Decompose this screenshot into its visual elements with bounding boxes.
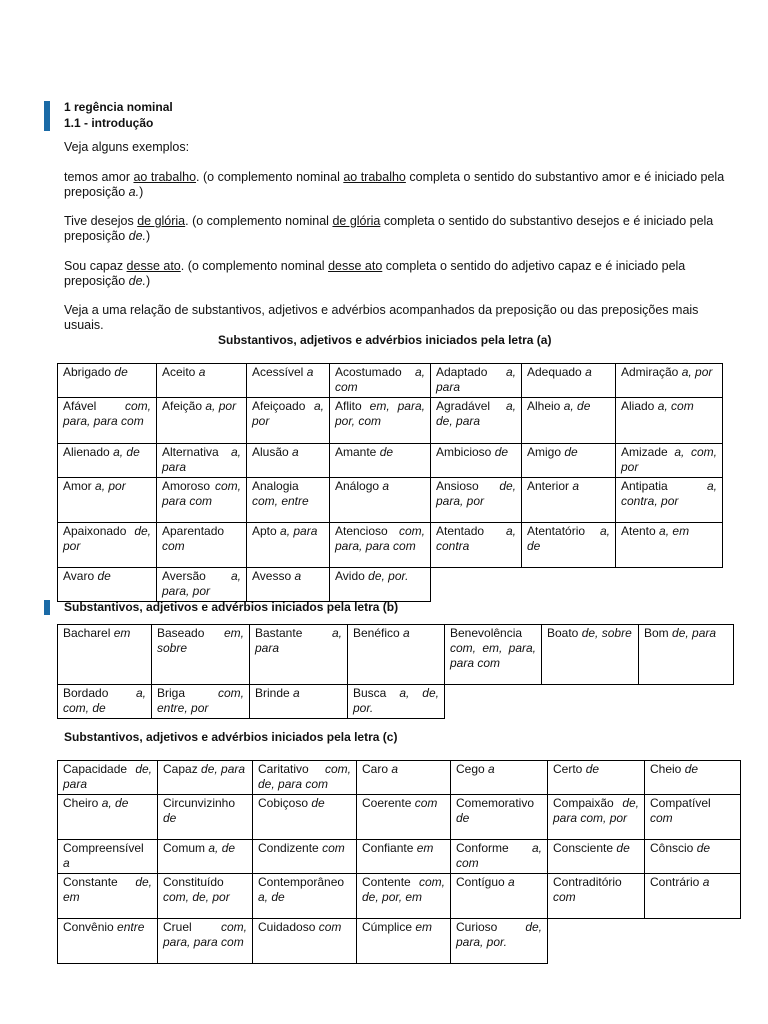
cell-prepositions: de, para, por. <box>456 920 542 949</box>
table-cell <box>58 795 158 840</box>
table-row <box>58 840 741 874</box>
table-cell <box>157 398 247 444</box>
cell-word: Contraditório <box>553 875 622 889</box>
cell-prepositions: em, para, por, com <box>335 399 425 428</box>
cell-prepositions: de <box>97 569 111 583</box>
cell-prepositions: a, contra, por <box>621 479 717 508</box>
cell-prepositions: de <box>564 445 578 459</box>
empty-cell <box>616 568 723 602</box>
intro-paragraph: Veja alguns exemplos: <box>64 140 190 154</box>
table-cell <box>247 523 330 568</box>
cell-prepositions: a, de <box>563 399 591 413</box>
table-cell <box>250 685 348 719</box>
table-cell <box>58 523 157 568</box>
table-cell <box>431 444 522 478</box>
cell-prepositions: a, de <box>101 796 129 810</box>
table-cell <box>357 761 451 795</box>
table-cell <box>58 625 152 685</box>
cell-prepositions: a, para <box>280 524 318 538</box>
cell-word: Compreensível <box>63 841 144 855</box>
table-cell <box>253 840 357 874</box>
cell-prepositions: a <box>488 762 495 776</box>
table-cell <box>431 398 522 444</box>
cell-prepositions: a, contra <box>436 524 516 553</box>
empty-cell <box>445 685 542 719</box>
cell-prepositions: a, de, por. <box>353 686 439 715</box>
table-cell <box>247 364 330 398</box>
cell-word: Contente <box>362 875 411 889</box>
section-marker <box>44 101 50 131</box>
table-cell <box>616 478 723 523</box>
cell-prepositions: a, de, para <box>436 399 516 428</box>
cell-word: Acostumado <box>335 365 402 379</box>
cell-word: Confiante <box>362 841 414 855</box>
table-cell <box>522 444 616 478</box>
table-cell <box>451 840 548 874</box>
table-letter-c <box>57 760 741 964</box>
table-cell <box>645 795 741 840</box>
cell-word: Conforme <box>456 841 509 855</box>
cell-word: Atento <box>621 524 656 538</box>
cell-word: Bacharel <box>63 626 111 640</box>
table-cell <box>247 444 330 478</box>
cell-word: Brinde <box>255 686 290 700</box>
table-cell <box>158 761 253 795</box>
cell-prepositions: de <box>456 811 470 825</box>
empty-cell <box>431 568 522 602</box>
cell-word: Cuidadoso <box>258 920 316 934</box>
cell-word: Cheio <box>650 762 682 776</box>
cell-word: Contemporâneo <box>258 875 345 889</box>
cell-prepositions: a <box>294 569 302 583</box>
cell-word: Ansioso <box>436 479 479 493</box>
cell-word: Contíguo <box>456 875 505 889</box>
table-cell <box>431 478 522 523</box>
cell-prepositions: com, entre <box>252 494 309 508</box>
cell-word: Alusão <box>252 445 289 459</box>
table-letter-a <box>57 363 723 602</box>
cell-word: Caro <box>362 762 389 776</box>
cell-prepositions: a <box>508 875 515 889</box>
cell-prepositions: a <box>702 875 710 889</box>
cell-prepositions: de <box>311 796 325 810</box>
cell-prepositions: a, com, de <box>63 686 146 715</box>
cell-word: Cônscio <box>650 841 694 855</box>
cell-word: Abrigado <box>63 365 112 379</box>
table-cell <box>247 568 330 602</box>
cell-prepositions: a, para <box>162 445 241 474</box>
cell-word: Capacidade <box>63 762 128 776</box>
cell-prepositions: com <box>414 796 438 810</box>
cell-prepositions: a, para <box>436 365 516 394</box>
cell-word: Benevolência <box>450 626 523 640</box>
cell-word: Coerente <box>362 796 412 810</box>
table-cell <box>348 685 445 719</box>
cell-prepositions: de, sobre <box>581 626 632 640</box>
cell-word: Compatível <box>650 796 711 810</box>
table-row <box>58 398 723 444</box>
cell-prepositions: com, de, por, em <box>362 875 445 904</box>
cell-word: Cego <box>456 762 485 776</box>
cell-word: Alheio <box>527 399 561 413</box>
table-letter-b <box>57 624 734 719</box>
table-cell <box>645 761 741 795</box>
table-cell <box>357 874 451 919</box>
cell-word: Apaixonado <box>63 524 127 538</box>
cell-word: Cúmplice <box>362 920 413 934</box>
cell-prepositions: a, de <box>208 841 236 855</box>
table-row <box>58 364 723 398</box>
table-cell <box>616 398 723 444</box>
cell-word: Alternativa <box>162 445 219 459</box>
cell-prepositions: de, para, por <box>436 479 516 508</box>
section-title: 1 regência nominal <box>64 100 173 114</box>
cell-prepositions: a, em <box>659 524 690 538</box>
cell-word: Contrário <box>650 875 700 889</box>
cell-word: Boato <box>547 626 579 640</box>
table-cell <box>431 523 522 568</box>
relation-paragraph: Veja a uma relação de substantivos, adjetivos e advérbios acompanhados da preposição ou das preposições mais usuais. <box>64 303 699 332</box>
cell-prepositions: com, entre, por <box>157 686 244 715</box>
cell-prepositions: a, com <box>456 841 542 870</box>
table-cell <box>616 364 723 398</box>
cell-word: Briga <box>157 686 186 700</box>
table-cell <box>451 761 548 795</box>
cell-word: Atencioso <box>335 524 388 538</box>
table-cell <box>58 568 157 602</box>
cell-word: Aversão <box>162 569 206 583</box>
empty-cell <box>522 568 616 602</box>
example-paragraph-3: Sou capaz desse ato. (o complemento nominal desse ato completa o sentido do adjetivo capaz e é iniciado pela preposição de.) <box>64 259 686 288</box>
table-cell <box>330 398 431 444</box>
cell-word: Circunvizinho <box>163 796 236 810</box>
cell-prepositions: a, de <box>527 524 610 553</box>
table-cell <box>330 478 431 523</box>
table-cell <box>522 478 616 523</box>
table-cell <box>330 364 431 398</box>
table-cell <box>157 478 247 523</box>
cell-prepositions: a, com <box>657 399 694 413</box>
table-cell <box>253 795 357 840</box>
cell-word: Aflito <box>335 399 362 413</box>
cell-word: Busca <box>353 686 387 700</box>
table-cell <box>253 919 357 964</box>
table-cell <box>357 840 451 874</box>
cell-prepositions: com <box>162 539 185 553</box>
cell-prepositions: com <box>650 811 673 825</box>
table-cell <box>58 840 158 874</box>
cell-word: Atentatório <box>527 524 586 538</box>
table-cell <box>616 523 723 568</box>
table-cell <box>157 568 247 602</box>
table-cell <box>157 364 247 398</box>
table-cell <box>157 444 247 478</box>
cell-word: Avido <box>335 569 365 583</box>
cell-prepositions: de, para <box>201 762 246 776</box>
cell-word: Aceito <box>162 365 196 379</box>
cell-word: Afeiçoado <box>252 399 306 413</box>
cell-prepositions: a <box>391 762 399 776</box>
subsection-title: 1.1 - introdução <box>64 116 154 130</box>
cell-prepositions: com <box>322 841 345 855</box>
cell-word: Análogo <box>335 479 380 493</box>
cell-word: Aparentado <box>162 524 225 538</box>
cell-word: Amante <box>335 445 377 459</box>
cell-prepositions: de <box>114 365 128 379</box>
table-cell <box>548 874 645 919</box>
cell-prepositions: com <box>318 920 342 934</box>
cell-word: Condizente <box>258 841 319 855</box>
table-cell <box>431 364 522 398</box>
cell-word: Bom <box>644 626 669 640</box>
table-cell <box>58 478 157 523</box>
table-cell <box>58 398 157 444</box>
table-cell <box>253 761 357 795</box>
table-cell <box>247 478 330 523</box>
table-cell <box>548 840 645 874</box>
cell-prepositions: a, por <box>681 365 713 379</box>
table-a-heading: Substantivos, adjetivos e advérbios iniciados pela letra (a) <box>218 333 552 347</box>
cell-prepositions: a, por <box>252 399 324 428</box>
table-row <box>58 568 723 602</box>
cell-word: Cobiçoso <box>258 796 309 810</box>
cell-prepositions: de <box>696 841 711 855</box>
table-cell <box>58 919 158 964</box>
cell-prepositions: em <box>416 841 434 855</box>
cell-word: Curioso <box>456 920 498 934</box>
table-row <box>58 919 741 964</box>
cell-prepositions: a <box>572 479 580 493</box>
table-cell <box>639 625 734 685</box>
cell-prepositions: de, por. <box>368 569 409 583</box>
cell-prepositions: com, de, para com <box>258 762 351 791</box>
cell-word: Bordado <box>63 686 109 700</box>
cell-prepositions: de <box>163 811 177 825</box>
cell-prepositions: de <box>379 445 394 459</box>
cell-prepositions: a, com, por <box>621 445 717 474</box>
table-cell <box>451 795 548 840</box>
cell-word: Afável <box>63 399 97 413</box>
cell-prepositions: entre <box>117 920 145 934</box>
table-cell <box>548 795 645 840</box>
cell-prepositions: a, para <box>255 626 342 655</box>
cell-word: Ambicioso <box>436 445 492 459</box>
cell-prepositions: a <box>382 479 390 493</box>
cell-word: Admiração <box>621 365 679 379</box>
cell-prepositions: a <box>293 686 300 700</box>
table-cell <box>58 444 157 478</box>
cell-prepositions: de <box>585 762 600 776</box>
table-row <box>58 478 723 523</box>
table-cell <box>247 398 330 444</box>
cell-word: Analogia <box>252 479 299 493</box>
empty-cell <box>639 685 734 719</box>
cell-word: Aliado <box>621 399 655 413</box>
cell-word: Convênio <box>63 920 114 934</box>
table-c-heading: Substantivos, adjetivos e advérbios iniciados pela letra (c) <box>64 730 398 744</box>
cell-prepositions: em <box>113 626 131 640</box>
cell-prepositions: a, para, por <box>162 569 241 598</box>
cell-word: Agradável <box>436 399 491 413</box>
cell-prepositions: em <box>415 920 433 934</box>
cell-word: Benéfico <box>353 626 400 640</box>
cell-prepositions: com <box>553 890 576 904</box>
table-cell <box>58 685 152 719</box>
table-cell <box>542 625 639 685</box>
table-cell <box>330 444 431 478</box>
cell-prepositions: a, por <box>95 479 126 493</box>
cell-prepositions: de <box>616 841 630 855</box>
table-row <box>58 761 741 795</box>
cell-word: Antipatia <box>621 479 668 493</box>
table-row <box>58 523 723 568</box>
table-cell <box>522 398 616 444</box>
table-row <box>58 685 734 719</box>
cell-word: Caritativo <box>258 762 309 776</box>
cell-word: Cheiro <box>63 796 99 810</box>
cell-prepositions: de <box>684 762 699 776</box>
empty-cell <box>548 919 645 964</box>
table-cell <box>330 568 431 602</box>
cell-word: Comemorativo <box>456 796 535 810</box>
cell-word: Certo <box>553 762 583 776</box>
table-cell <box>357 919 451 964</box>
cell-prepositions: de, para <box>672 626 717 640</box>
cell-prepositions: com, de, por <box>163 890 230 904</box>
cell-word: Baseado <box>157 626 205 640</box>
table-cell <box>522 523 616 568</box>
cell-prepositions: de, para <box>63 762 152 791</box>
cell-prepositions: a <box>585 365 592 379</box>
table-cell <box>152 625 250 685</box>
cell-prepositions: em, sobre <box>157 626 244 655</box>
table-cell <box>58 364 157 398</box>
cell-word: Anterior <box>527 479 570 493</box>
cell-word: Compaixão <box>553 796 614 810</box>
cell-prepositions: com, para com <box>162 479 241 508</box>
cell-word: Acessível <box>252 365 304 379</box>
cell-prepositions: a, com <box>335 365 425 394</box>
cell-word: Atentado <box>436 524 485 538</box>
cell-prepositions: a, por <box>205 399 237 413</box>
cell-word: Adequado <box>527 365 582 379</box>
cell-prepositions: com, para, para com <box>335 524 425 553</box>
table-cell <box>645 840 741 874</box>
table-cell <box>357 795 451 840</box>
table-cell <box>158 795 253 840</box>
table-b-heading: Substantivos, adjetivos e advérbios iniciados pela letra (b) <box>64 600 399 614</box>
cell-prepositions: a <box>403 626 410 640</box>
cell-word: Adaptado <box>436 365 488 379</box>
table-row <box>58 444 723 478</box>
table-cell <box>250 625 348 685</box>
table-cell <box>348 625 445 685</box>
cell-word: Avesso <box>252 569 292 583</box>
cell-prepositions: de <box>494 445 509 459</box>
table-row <box>58 874 741 919</box>
table-cell <box>522 364 616 398</box>
cell-word: Alienado <box>63 445 110 459</box>
table-cell <box>158 874 253 919</box>
cell-word: Bastante <box>255 626 303 640</box>
cell-prepositions: a <box>198 365 206 379</box>
cell-prepositions: a, de <box>258 890 285 904</box>
cell-word: Constituído <box>163 875 224 889</box>
cell-word: Amor <box>63 479 92 493</box>
example-paragraph-2: Tive desejos de glória. (o complemento nominal de glória completa o sentido do substantivo desejos e é iniciado pela preposição de.) <box>64 214 714 243</box>
cell-prepositions: a <box>306 365 314 379</box>
cell-word: Cruel <box>163 920 192 934</box>
empty-cell <box>645 919 741 964</box>
table-cell <box>645 874 741 919</box>
cell-prepositions: com, para, para com <box>163 920 247 949</box>
section-marker <box>44 600 50 615</box>
cell-word: Consciente <box>553 841 614 855</box>
table-row <box>58 795 741 840</box>
cell-prepositions: a, de <box>113 445 140 459</box>
table-cell <box>157 523 247 568</box>
table-cell <box>616 444 723 478</box>
table-cell <box>158 919 253 964</box>
cell-prepositions: de, em <box>63 875 152 904</box>
table-cell <box>330 523 431 568</box>
empty-cell <box>542 685 639 719</box>
cell-word: Afeição <box>162 399 203 413</box>
table-cell <box>451 874 548 919</box>
cell-prepositions: de, por <box>63 524 151 553</box>
table-cell <box>58 761 158 795</box>
cell-word: Amizade <box>621 445 668 459</box>
cell-word: Constante <box>63 875 118 889</box>
cell-word: Amoroso <box>162 479 211 493</box>
cell-prepositions: a <box>63 856 70 870</box>
cell-word: Apto <box>252 524 277 538</box>
cell-prepositions: com, em, para, para com <box>450 641 536 670</box>
cell-prepositions: de, para com, por <box>553 796 639 825</box>
cell-word: Capaz <box>163 762 198 776</box>
table-cell <box>253 874 357 919</box>
cell-word: Amigo <box>527 445 562 459</box>
table-cell <box>58 874 158 919</box>
cell-word: Avaro <box>63 569 95 583</box>
table-cell <box>158 840 253 874</box>
cell-prepositions: a <box>292 445 299 459</box>
table-cell <box>152 685 250 719</box>
table-row <box>58 625 734 685</box>
cell-prepositions: com, para, para com <box>63 399 151 428</box>
table-cell <box>451 919 548 964</box>
cell-word: Comum <box>163 841 206 855</box>
example-paragraph-1: temos amor ao trabalho. (o complemento nominal ao trabalho completa o sentido do substantivo amor e é iniciado pela preposição a.) <box>64 170 725 199</box>
table-cell <box>445 625 542 685</box>
table-cell <box>548 761 645 795</box>
